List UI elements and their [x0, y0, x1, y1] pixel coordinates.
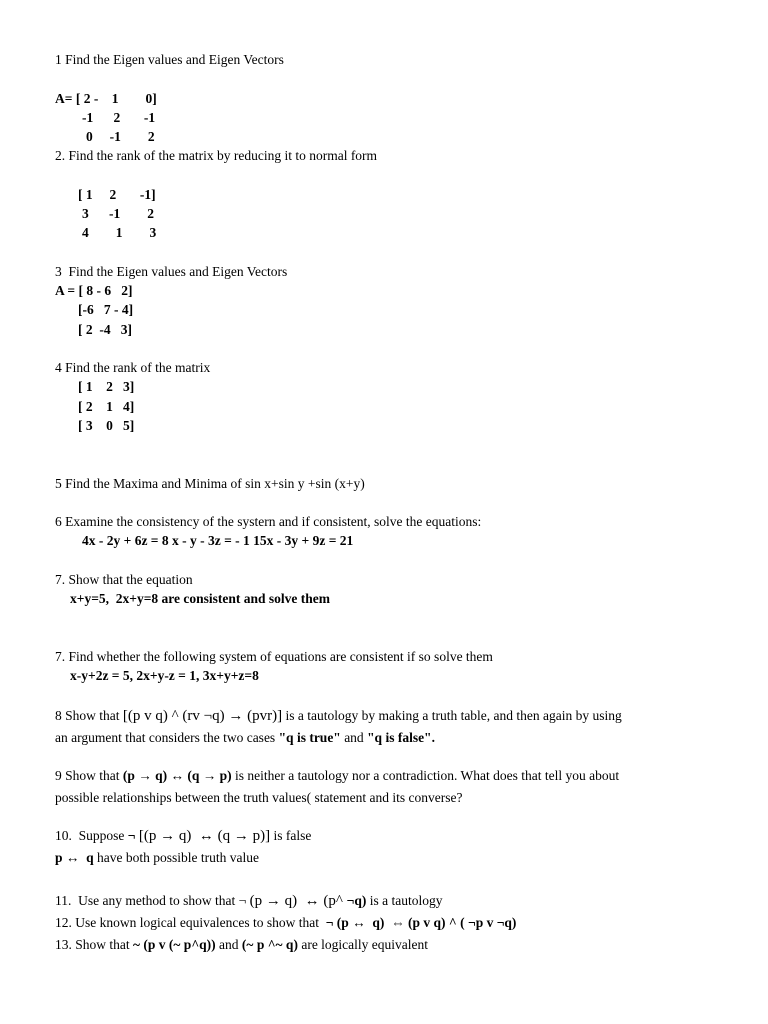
q8-case-false: "q is false" [367, 730, 432, 745]
q5-title: 5 Find the Maxima and Minima of sin x+sin y +sin (x+y) [55, 476, 365, 491]
q10-p: p [55, 850, 63, 865]
q3-matrix-row-2: [-6 7 - 4] [78, 302, 134, 317]
q9-line-1 [55, 768, 619, 784]
q10-formula: [(p → q) ↔ (q → p)] [138, 828, 271, 844]
q9-part1: (p → q) [122, 768, 168, 783]
q10-q: q [86, 850, 94, 865]
q4-title: 4 Find the rank of the matrix [55, 360, 211, 375]
q9-prefix: 9 Show that [55, 768, 123, 783]
q10-iff: ↔ [62, 850, 87, 865]
q6-equations: 4x - 2y + 6z = 8 x - y - 3z = - 1 15x - 3y + 9z = 21 [82, 533, 354, 548]
q9-iff: ↔ [167, 768, 188, 783]
q11-suffix: is a tautology [366, 893, 443, 908]
q11-prefix: 11. Use any method to show that ¬ [55, 893, 250, 908]
q12-prefix: 12. Use known logical equivalences to show that [55, 915, 326, 930]
q8-line-2 [55, 730, 435, 746]
q2-matrix-row-3: 4 1 3 [82, 225, 157, 240]
q7b-title: 7. Find whether the following system of equations are consistent if so solve them [55, 649, 493, 664]
q2-title: 2. Find the rank of the matrix by reducing it to normal form [55, 148, 378, 163]
q1-matrix-row-1: A= [ 2 - 1 0] [55, 91, 157, 106]
q4-matrix-row-3: [ 3 0 5] [78, 418, 135, 433]
q12-formula: ¬ (p ↔ q) ⇔ (p v q) ^ ( ¬p v ¬q) [325, 915, 517, 930]
q12-line [55, 915, 516, 931]
q7a-equations: x+y=5, 2x+y=8 are consistent and solve them [70, 591, 331, 606]
q4-matrix-row-1: [ 1 2 3] [78, 379, 135, 394]
q8-period: . [431, 730, 435, 745]
q13-prefix: 13. Show that [55, 937, 134, 952]
q3-title: 3 Find the Eigen values and Eigen Vectors [55, 264, 288, 279]
q1-title: 1 Find the Eigen values and Eigen Vectors [55, 52, 284, 67]
q13-and: and [215, 937, 242, 952]
q4-matrix-row-2: [ 2 1 4] [78, 399, 135, 414]
q10-line2-suffix: have both possible truth value [93, 850, 259, 865]
q9-part2: (q → p) [187, 768, 232, 783]
q8-middle: is a tautology by making a truth table, and then again by using [282, 708, 622, 723]
q10-line-1 [55, 828, 311, 844]
q9-suffix: is neither a tautology nor a contradiction. What does that tell you about [231, 768, 620, 783]
q8-case-true: "q is true" [278, 730, 341, 745]
q7a-title: 7. Show that the equation [55, 572, 193, 587]
q11-bold: ¬q) [346, 893, 367, 908]
q3-matrix-row-1: A = [ 8 - 6 2] [55, 283, 133, 298]
q10-suffix: is false [270, 828, 312, 843]
q10-line-2 [55, 850, 259, 866]
q13-formula2: (~ p ^~ q) [241, 937, 298, 952]
q7b-equations: x-y+2z = 5, 2x+y-z = 1, 3x+y+z=8 [70, 668, 259, 683]
q13-formula1: ~ (p v (~ p^q)) [133, 937, 216, 952]
q2-matrix-row-2: 3 -1 2 [82, 206, 154, 221]
q3-matrix-row-3: [ 2 -4 3] [78, 322, 132, 337]
q13-suffix: are logically equivalent [297, 937, 429, 952]
q10-neg: ¬ [127, 828, 139, 843]
q9-line-2: possible relationships between the truth values( statement and its converse? [55, 790, 463, 805]
q2-matrix-row-1: [ 1 2 -1] [78, 187, 156, 202]
q8-line2-prefix: an argument that considers the two cases [55, 730, 279, 745]
q10-prefix: 10. Suppose [55, 828, 128, 843]
q6-title: 6 Examine the consistency of the systern and if consistent, solve the equations: [55, 514, 482, 529]
q11-formula: (p → q) ↔ (p^ [249, 893, 347, 909]
q8-and: and [340, 730, 368, 745]
q11-line [55, 893, 442, 909]
q8-formula: [(p v q) ^ (rv ¬q) → (pvr)] [122, 708, 283, 724]
q1-matrix-row-2: -1 2 -1 [82, 110, 156, 125]
q13-line [55, 937, 428, 953]
q8-line-1 [55, 708, 622, 724]
q8-prefix: 8 Show that [55, 708, 123, 723]
q1-matrix-row-3: 0 -1 2 [86, 129, 155, 144]
